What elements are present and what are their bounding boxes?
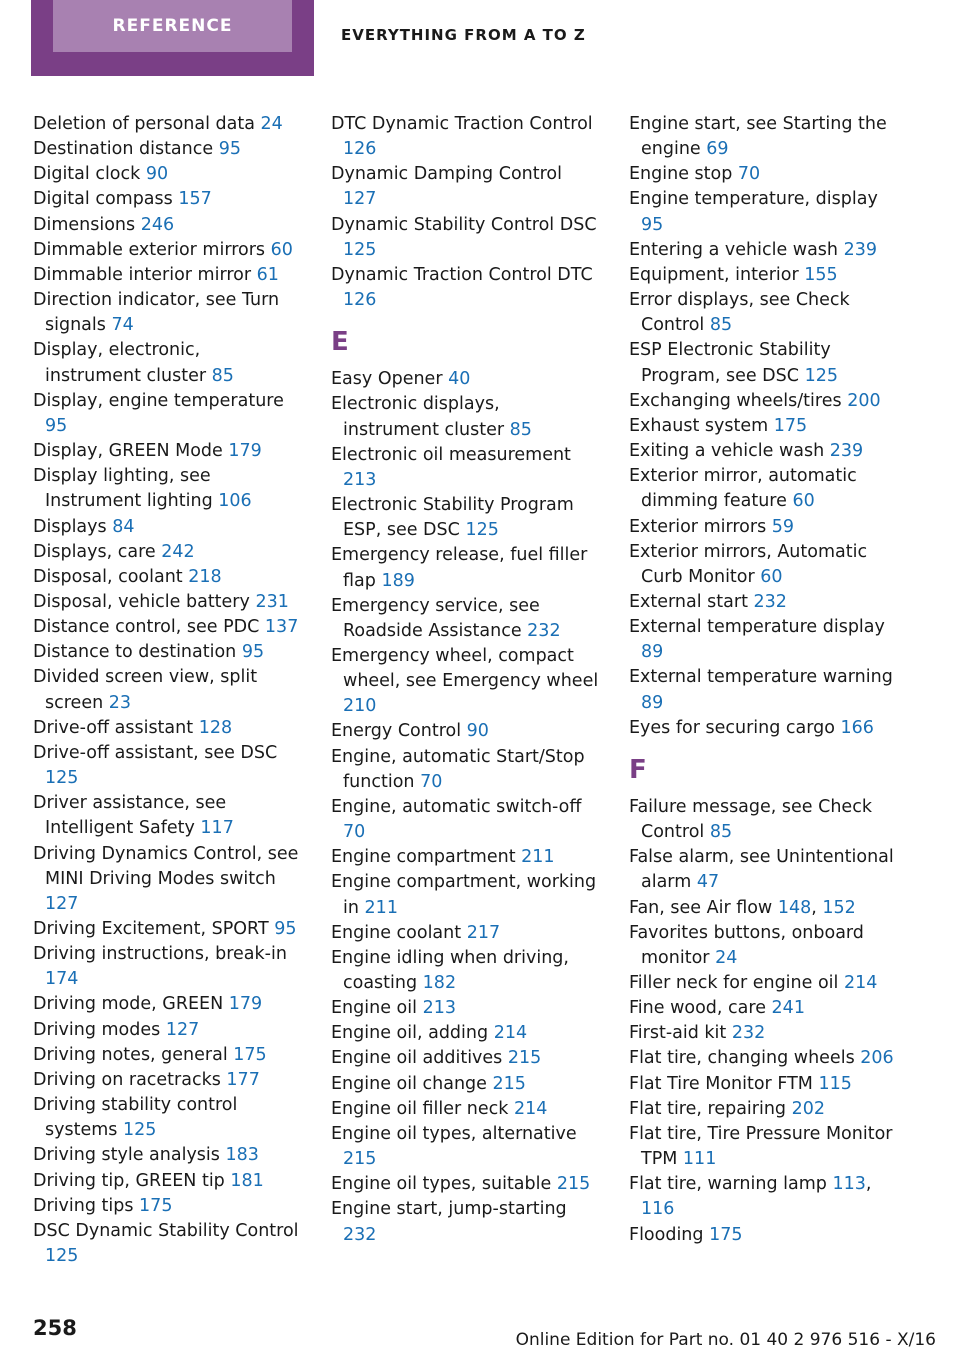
index-entry-text: DSC Dynamic Stability Control bbox=[33, 1220, 299, 1241]
index-entry-text: Driving Excitement, SPORT bbox=[33, 919, 269, 939]
index-entry-text: Engine, automatic Start/Stop function bbox=[331, 746, 585, 792]
index-entry-text: Disposal, coolant bbox=[33, 566, 183, 587]
index-entry-text: Error displays, see Check Control bbox=[629, 290, 850, 336]
index-entry-text: Direction indicator, see Turn signals bbox=[33, 290, 280, 336]
index-entry bbox=[331, 1046, 599, 1071]
index-entry bbox=[331, 745, 599, 795]
page-reference-link[interactable]: 126 bbox=[343, 290, 377, 311]
index-entry bbox=[629, 590, 897, 615]
index-entry bbox=[33, 263, 301, 288]
index-entry-text: Engine oil additives bbox=[331, 1048, 503, 1069]
page-reference-link[interactable]: 125 bbox=[122, 1120, 157, 1141]
section-tab-label: REFERENCE bbox=[53, 0, 292, 52]
index-entry bbox=[331, 1197, 599, 1247]
index-entry-text: Driving instructions, break-in bbox=[33, 944, 287, 965]
index-entry bbox=[629, 112, 897, 162]
index-entry-text: Exhaust system bbox=[629, 415, 769, 436]
index-entry bbox=[331, 921, 599, 946]
page-reference-link[interactable]: 202 bbox=[791, 1098, 826, 1119]
index-entry-text: Driving tip, GREEN tip bbox=[33, 1170, 225, 1191]
index-entry-text: Emergency wheel, compact wheel, see Emergency wheel bbox=[331, 645, 599, 692]
index-entry-text: Exterior mirrors, Automatic Curb Monitor bbox=[629, 541, 868, 587]
index-entry bbox=[33, 439, 301, 464]
index-entry-text: Disposal, vehicle battery bbox=[33, 591, 250, 612]
index-entry-text: Engine oil filler neck bbox=[331, 1098, 509, 1119]
page-reference-link[interactable]: 90 bbox=[145, 164, 169, 185]
page-reference-link[interactable]: 183 bbox=[225, 1145, 259, 1166]
index-entry-text: Eyes for securing cargo bbox=[629, 717, 835, 738]
page-reference-link[interactable]: 70 bbox=[343, 822, 366, 843]
page-reference-link[interactable]: 246 bbox=[140, 214, 175, 235]
index-entry bbox=[629, 540, 897, 590]
page-reference-link[interactable]: 89 bbox=[641, 692, 664, 713]
index-entry bbox=[33, 288, 301, 338]
page-reference-link[interactable]: 70 bbox=[737, 164, 761, 185]
index-entry-text: ESP Electronic Stability Program, see DSC bbox=[629, 340, 831, 386]
page-reference-link[interactable]: 125 bbox=[804, 365, 838, 386]
page-reference-link[interactable]: 232 bbox=[753, 591, 787, 612]
page-reference-link[interactable]: 89 bbox=[641, 642, 664, 663]
index-entry-text: Dynamic Traction Control DTC bbox=[331, 264, 593, 285]
index-entry-text: Dynamic Stability Control DSC bbox=[331, 214, 597, 235]
index-entry-text: Dimmable exterior mirrors bbox=[33, 239, 266, 260]
index-entry bbox=[33, 565, 301, 590]
index-entry-text: Engine idling when driving, coasting bbox=[331, 947, 569, 993]
index-entry-text: Digital clock bbox=[33, 164, 141, 185]
page-reference-link[interactable]: 128 bbox=[198, 717, 233, 738]
index-entry bbox=[331, 870, 599, 920]
page-reference-link[interactable]: 155 bbox=[804, 264, 838, 285]
index-entry bbox=[629, 187, 897, 237]
page-reference-link[interactable]: 232 bbox=[731, 1023, 766, 1044]
index-entry bbox=[33, 112, 301, 137]
index-entry-text: Divided screen view, split screen bbox=[33, 667, 258, 713]
index-entry: Flat tire, warning lamp 113, 116 bbox=[629, 1174, 872, 1220]
index-entry-text: Engine start, see Starting the engine bbox=[629, 114, 887, 160]
page-reference-link[interactable]: 115 bbox=[818, 1073, 852, 1094]
page-reference-link[interactable]: 85 bbox=[709, 822, 733, 843]
page-reference-link[interactable]: 217 bbox=[466, 922, 501, 943]
index-entry bbox=[629, 162, 897, 187]
index-entry-text: Exiting a vehicle wash bbox=[629, 441, 825, 462]
index-column-1 bbox=[33, 112, 301, 1269]
page-reference-link[interactable]: 175 bbox=[139, 1195, 173, 1216]
index-entry bbox=[629, 1072, 897, 1097]
page-reference-link[interactable]: 60 bbox=[760, 566, 783, 587]
index-entry bbox=[331, 367, 599, 392]
index-entry bbox=[33, 992, 301, 1017]
index-entry-text: Electronic displays, instrument cluster bbox=[331, 394, 505, 440]
page-reference-link[interactable]: 232 bbox=[343, 1224, 377, 1245]
index-entry-text: Engine compartment, working in bbox=[331, 872, 597, 918]
page-reference-link[interactable]: 59 bbox=[771, 516, 795, 537]
index-entry-text: Engine compartment bbox=[331, 847, 516, 868]
index-entry bbox=[331, 795, 599, 845]
index-entry bbox=[331, 493, 599, 543]
index-entry bbox=[629, 845, 897, 895]
page-reference-link[interactable]: 215 bbox=[343, 1149, 377, 1170]
page-reference-link[interactable]: 74 bbox=[111, 315, 134, 336]
index-entry bbox=[629, 1122, 897, 1172]
index-entry-text: Electronic Stability Program ESP, see DSC bbox=[331, 495, 574, 541]
page-reference-link[interactable]: 148 bbox=[777, 897, 812, 918]
page-reference-link[interactable]: 40 bbox=[448, 369, 471, 390]
index-entry bbox=[629, 263, 897, 288]
index-entry-text: Distance control, see PDC bbox=[33, 617, 260, 638]
page-reference-link[interactable]: 137 bbox=[264, 617, 299, 638]
index-entry bbox=[629, 716, 897, 741]
index-entry-text: Engine oil change bbox=[331, 1073, 487, 1094]
index-entry-text: False alarm, see Unintentional alarm bbox=[629, 847, 894, 893]
page-reference-link[interactable]: 231 bbox=[255, 591, 289, 612]
index-entry bbox=[629, 439, 897, 464]
page-reference-link[interactable]: 215 bbox=[492, 1073, 526, 1094]
page-reference-link[interactable]: 239 bbox=[829, 441, 864, 462]
page-reference-link[interactable]: 24 bbox=[260, 114, 283, 134]
page-reference-link[interactable]: 95 bbox=[45, 415, 68, 436]
index-entry-text: Flat tire, repairing bbox=[629, 1098, 787, 1119]
page-reference-link[interactable]: 157 bbox=[178, 189, 212, 210]
index-entry-text: Energy Control bbox=[331, 721, 462, 742]
index-entry-text: Easy Opener bbox=[331, 369, 443, 390]
page-reference-link[interactable]: 239 bbox=[843, 239, 878, 260]
page-reference-link[interactable]: 181 bbox=[230, 1170, 264, 1191]
index-entry bbox=[629, 338, 897, 388]
page-reference-link[interactable]: 175 bbox=[233, 1044, 267, 1065]
page-reference-link[interactable]: 200 bbox=[847, 390, 881, 411]
page-reference-link[interactable]: 111 bbox=[682, 1149, 717, 1170]
index-entry-text: Dimensions bbox=[33, 214, 136, 235]
page-reference-link[interactable]: 127 bbox=[45, 893, 79, 914]
index-entry-text: External temperature warning bbox=[629, 667, 893, 688]
index-entry bbox=[629, 996, 897, 1021]
index-entry bbox=[331, 162, 599, 212]
page-reference-link[interactable]: 60 bbox=[792, 491, 815, 512]
index-entry bbox=[331, 644, 599, 719]
index-entry bbox=[629, 389, 897, 414]
page-reference-link[interactable]: 47 bbox=[696, 872, 720, 893]
index-entry-text: Engine oil bbox=[331, 998, 417, 1019]
index-entry-text: Dynamic Damping Control bbox=[331, 164, 562, 185]
index-entry bbox=[331, 845, 599, 870]
index-entry bbox=[33, 716, 301, 741]
index-entry-text: Driving stability control systems bbox=[33, 1095, 238, 1141]
index-entry-text: Engine stop bbox=[629, 164, 733, 185]
index-entry bbox=[33, 640, 301, 665]
index-entry-text: Deletion of personal data bbox=[33, 114, 255, 134]
page-reference-link[interactable]: 60 bbox=[270, 239, 293, 260]
page-reference-link[interactable]: 213 bbox=[422, 998, 456, 1019]
index-entry bbox=[33, 187, 301, 212]
edition-footer: Online Edition for Part no. 01 40 2 976 516 - X/16 bbox=[515, 1330, 936, 1350]
index-entry bbox=[33, 1068, 301, 1093]
index-entry bbox=[33, 137, 301, 162]
index-entry-text: Exchanging wheels/tires bbox=[629, 390, 842, 411]
index-entry-text: Displays bbox=[33, 516, 107, 537]
index-column-3 bbox=[629, 112, 897, 1248]
index-entry bbox=[331, 946, 599, 996]
index-entry bbox=[629, 921, 897, 971]
index-entry bbox=[331, 996, 599, 1021]
index-entry bbox=[331, 392, 599, 442]
page-reference-link[interactable]: 70 bbox=[420, 771, 443, 792]
index-entry bbox=[33, 942, 301, 992]
index-entry-text: Entering a vehicle wash bbox=[629, 239, 839, 260]
page-reference-link[interactable]: 177 bbox=[226, 1069, 260, 1090]
index-entry bbox=[331, 594, 599, 644]
index-entry-text: Driving notes, general bbox=[33, 1044, 228, 1065]
page-reference-link[interactable]: 166 bbox=[840, 717, 874, 738]
index-entry bbox=[629, 971, 897, 996]
index-entry bbox=[33, 1169, 301, 1194]
page-reference-link[interactable]: 125 bbox=[45, 768, 79, 789]
page-reference-link[interactable]: 215 bbox=[507, 1048, 542, 1069]
index-entry-text: Driving modes bbox=[33, 1019, 161, 1040]
page-reference-link[interactable]: 179 bbox=[228, 441, 262, 462]
page-reference-link[interactable]: 241 bbox=[771, 998, 805, 1019]
page-reference-link[interactable]: 211 bbox=[521, 847, 555, 868]
page-number: 258 bbox=[33, 1316, 77, 1340]
page-reference-link[interactable]: 218 bbox=[188, 566, 222, 587]
index-entry-text: Engine coolant bbox=[331, 922, 462, 943]
index-entry-text: Engine oil types, suitable bbox=[331, 1174, 552, 1195]
page-reference-link[interactable]: 113 bbox=[832, 1174, 866, 1195]
page-header bbox=[0, 0, 960, 76]
section-title: EVERYTHING FROM A TO Z bbox=[341, 26, 586, 44]
index-entry bbox=[33, 238, 301, 263]
index-entry: Fan, see Air flow 148, 152 bbox=[629, 897, 856, 918]
page-reference-link[interactable]: 95 bbox=[218, 139, 241, 160]
page-reference-link[interactable]: 152 bbox=[822, 897, 856, 918]
index-entry-text: Electronic oil measurement bbox=[331, 444, 571, 465]
index-column-2 bbox=[331, 112, 599, 1248]
index-entry bbox=[33, 464, 301, 514]
index-entry-text: Emergency release, fuel filler flap bbox=[331, 545, 588, 591]
index-entry bbox=[33, 389, 301, 439]
page-reference-link[interactable]: 215 bbox=[556, 1174, 591, 1195]
page-reference-link[interactable]: 206 bbox=[860, 1048, 894, 1069]
index-letter-heading: F bbox=[629, 754, 647, 785]
page-reference-link[interactable]: 126 bbox=[343, 139, 377, 160]
index-letter-heading: E bbox=[331, 327, 349, 358]
index-entry-text: Fan, see Air flow bbox=[629, 897, 773, 918]
index-entry-text: Fine wood, care bbox=[629, 998, 766, 1019]
index-entry bbox=[331, 1097, 599, 1122]
page-reference-link[interactable]: 127 bbox=[343, 189, 377, 210]
index-entry-text: Emergency service, see Roadside Assistance bbox=[331, 595, 540, 641]
index-entry bbox=[33, 791, 301, 841]
page-reference-link[interactable]: 69 bbox=[706, 139, 729, 160]
index-entry bbox=[331, 213, 599, 263]
page-reference-link[interactable]: 61 bbox=[256, 264, 279, 285]
index-entry-text: Driving on racetracks bbox=[33, 1069, 221, 1090]
page-reference-link[interactable]: 85 bbox=[211, 365, 234, 386]
page-reference-link[interactable]: 213 bbox=[343, 469, 377, 490]
index-entry-text: Failure message, see Check Control bbox=[629, 796, 872, 843]
page-reference-link[interactable]: 24 bbox=[715, 947, 738, 968]
index-entry bbox=[629, 795, 897, 845]
index-entry-text: Flat Tire Monitor FTM bbox=[629, 1073, 813, 1094]
page-reference-link[interactable]: 85 bbox=[509, 419, 532, 440]
index-entry-text: External start bbox=[629, 591, 748, 612]
section-tab bbox=[31, 0, 314, 76]
index-entry-text: Dimmable interior mirror bbox=[33, 264, 252, 285]
index-entry-text: Display, electronic, instrument cluster bbox=[33, 340, 207, 386]
index-entry-text: Engine oil, adding bbox=[331, 1023, 489, 1044]
index-entry bbox=[331, 1021, 599, 1046]
index-entry-text: Distance to destination bbox=[33, 642, 237, 663]
page-reference-link[interactable]: 242 bbox=[161, 541, 195, 562]
index-entry-text: Favorites buttons, onboard monitor bbox=[629, 922, 864, 968]
index-entry bbox=[33, 1093, 301, 1143]
index-entry-text: Engine, automatic switch-off bbox=[331, 796, 582, 817]
index-entry bbox=[331, 1122, 599, 1172]
index-entry bbox=[629, 288, 897, 338]
index-entry-text: Filler neck for engine oil bbox=[629, 973, 839, 993]
page-reference-link[interactable]: 182 bbox=[422, 973, 457, 993]
index-entry bbox=[33, 741, 301, 791]
index-entry bbox=[331, 1072, 599, 1097]
index-entry-text: Drive-off assistant, see DSC bbox=[33, 742, 278, 763]
index-entry-text: Displays, care bbox=[33, 541, 156, 562]
index-entry bbox=[33, 213, 301, 238]
index-entry bbox=[629, 1097, 897, 1122]
index-entry bbox=[629, 464, 897, 514]
index-entry bbox=[33, 162, 301, 187]
index-entry bbox=[331, 443, 599, 493]
index-entry bbox=[331, 543, 599, 593]
index-entry bbox=[33, 1219, 301, 1269]
page-reference-link[interactable]: 90 bbox=[466, 721, 489, 742]
index-entry-text: Driver assistance, see Intelligent Safety bbox=[33, 793, 227, 839]
index-entry bbox=[33, 615, 301, 640]
index-entry bbox=[331, 112, 599, 162]
index-entry bbox=[629, 414, 897, 439]
page-reference-link[interactable]: 232 bbox=[527, 620, 561, 641]
page-reference-link[interactable]: 189 bbox=[381, 570, 415, 591]
index-entry-text: Engine temperature, display bbox=[629, 189, 878, 210]
page-reference-link[interactable]: 175 bbox=[773, 415, 808, 436]
index-entry bbox=[629, 665, 897, 715]
index-entry-text: Destination distance bbox=[33, 139, 214, 160]
index-entry-text: Engine oil types, alternative bbox=[331, 1123, 577, 1144]
index-entry-text: Exterior mirror, automatic dimming feature bbox=[629, 466, 857, 512]
index-entry bbox=[331, 1172, 599, 1197]
page-reference-link[interactable]: 125 bbox=[465, 520, 499, 541]
index-entry bbox=[629, 615, 897, 665]
index-entry-text: Flat tire, warning lamp bbox=[629, 1174, 827, 1195]
index-entry bbox=[33, 1194, 301, 1219]
index-entry bbox=[33, 917, 301, 942]
index-entry-text: Driving Dynamics Control, see MINI Driving Modes switch bbox=[33, 843, 299, 889]
index-entry bbox=[33, 338, 301, 388]
index-entry-text: Display lighting, see Instrument lighting bbox=[33, 466, 213, 512]
index-entry-text: Driving mode, GREEN bbox=[33, 994, 224, 1015]
page-reference-link[interactable]: 23 bbox=[108, 692, 132, 713]
index-entry-text: Display, GREEN Mode bbox=[33, 441, 223, 462]
index-entry-text: Drive-off assistant bbox=[33, 717, 194, 738]
index-entry-text: Digital compass bbox=[33, 189, 173, 210]
index-entry bbox=[629, 238, 897, 263]
index-entry bbox=[33, 1043, 301, 1068]
page-reference-link[interactable]: 211 bbox=[364, 897, 398, 918]
index-entry-text: Driving style analysis bbox=[33, 1145, 220, 1166]
index-entry bbox=[629, 515, 897, 540]
page-reference-link[interactable]: 84 bbox=[112, 516, 135, 537]
index-entry-text: Display, engine temperature bbox=[33, 390, 284, 411]
page-reference-link[interactable]: 214 bbox=[514, 1098, 548, 1119]
index-entry bbox=[33, 1018, 301, 1043]
page-reference-link[interactable]: 95 bbox=[241, 642, 265, 663]
page-reference-link[interactable]: 179 bbox=[228, 994, 263, 1015]
index-entry-text: Engine start, jump-starting bbox=[331, 1199, 567, 1220]
page-reference-link[interactable]: 95 bbox=[274, 919, 297, 939]
index-entry bbox=[33, 1143, 301, 1168]
index-entry bbox=[331, 719, 599, 744]
page-reference-link[interactable]: 117 bbox=[200, 818, 234, 839]
page-reference-link[interactable]: 174 bbox=[45, 969, 79, 990]
index-entry bbox=[33, 515, 301, 540]
page-reference-link[interactable]: 210 bbox=[343, 696, 377, 717]
page-reference-link[interactable]: 85 bbox=[709, 315, 733, 336]
index-entry bbox=[629, 1046, 897, 1071]
index-entry bbox=[33, 842, 301, 917]
page-reference-link[interactable]: 214 bbox=[493, 1023, 528, 1044]
page-reference-link[interactable]: 175 bbox=[709, 1224, 743, 1245]
page-reference-link[interactable]: 127 bbox=[165, 1019, 200, 1040]
page-reference-link[interactable]: 125 bbox=[343, 239, 377, 260]
index-entry-text: Driving tips bbox=[33, 1195, 134, 1216]
page-reference-link[interactable]: 116 bbox=[641, 1199, 675, 1220]
index-entry-text: Equipment, interior bbox=[629, 264, 799, 285]
page-reference-link[interactable]: 95 bbox=[641, 214, 664, 235]
page-reference-link[interactable]: 125 bbox=[45, 1246, 79, 1267]
page-reference-link[interactable]: 106 bbox=[218, 491, 252, 512]
index-entry-text: First-aid kit bbox=[629, 1023, 727, 1044]
index-entry bbox=[33, 590, 301, 615]
index-entry-text: External temperature display bbox=[629, 617, 885, 638]
index-entry-text: DTC Dynamic Traction Control bbox=[331, 114, 593, 134]
index-entry bbox=[331, 263, 599, 313]
index-entry-text: Exterior mirrors bbox=[629, 516, 767, 537]
index-entry bbox=[629, 1223, 897, 1248]
index-entry bbox=[33, 665, 301, 715]
index-entry-text: Flat tire, Tire Pressure Monitor TPM bbox=[629, 1123, 893, 1170]
page-reference-link[interactable]: 214 bbox=[843, 973, 878, 993]
index-entry bbox=[629, 1021, 897, 1046]
index-entry bbox=[33, 540, 301, 565]
index-entry-text: Flat tire, changing wheels bbox=[629, 1048, 855, 1069]
index-entry-text: Flooding bbox=[629, 1224, 704, 1245]
